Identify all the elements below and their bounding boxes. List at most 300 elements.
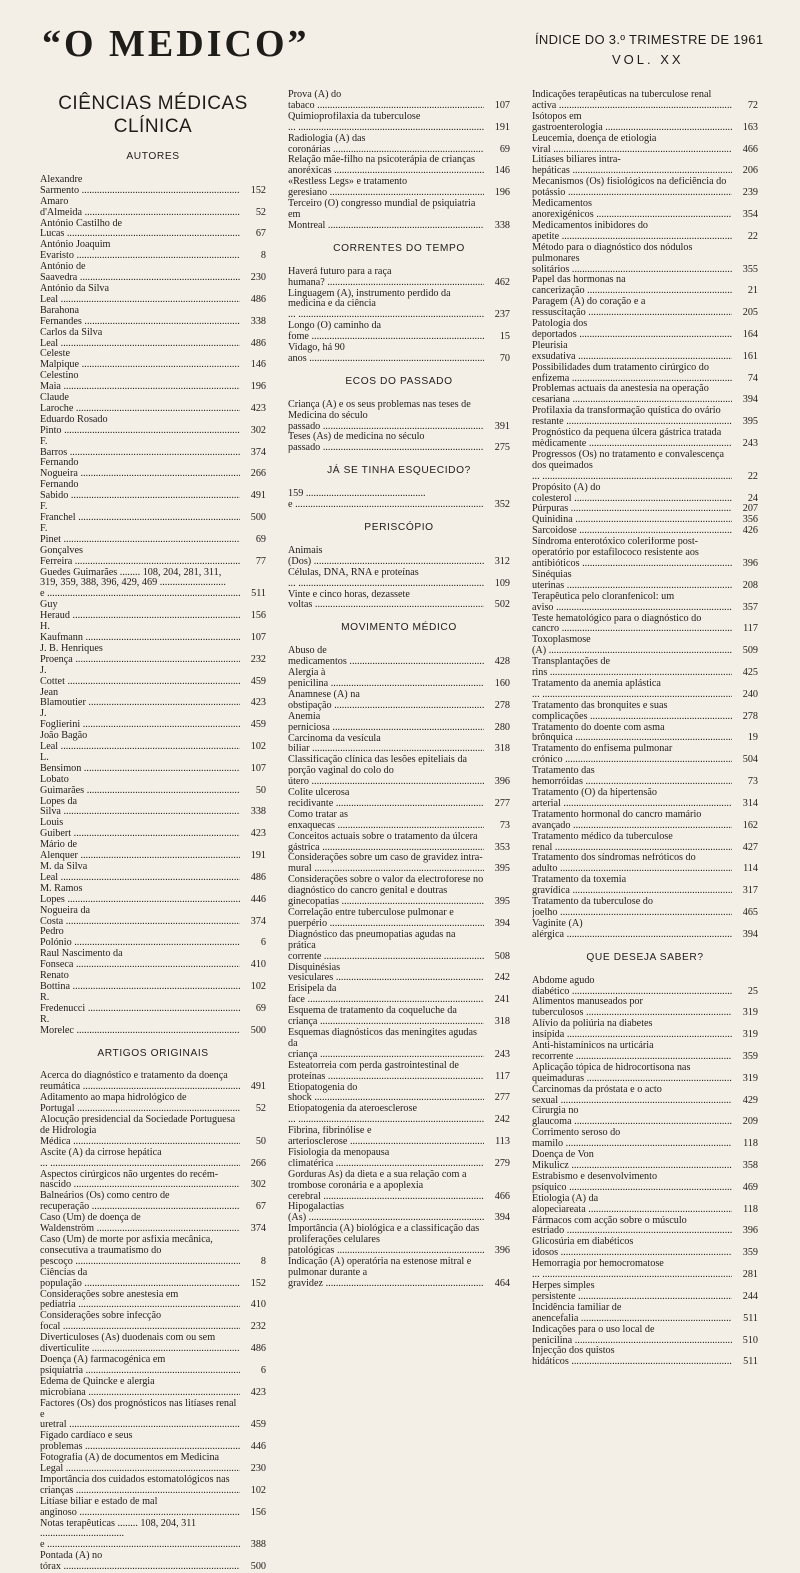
entry-title: Fármacos com acção sobre o músculo estriado ..... xyxy=(532,1216,732,1238)
entry-page: 353 xyxy=(494,841,510,853)
index-entry xyxy=(532,1216,758,1238)
index-entry xyxy=(532,297,758,319)
entry-page: 52 xyxy=(255,206,266,218)
entry-page: 208 xyxy=(742,579,758,591)
index-entry xyxy=(288,568,510,590)
index-entry xyxy=(40,1519,266,1552)
entry-page: 374 xyxy=(250,446,266,458)
index-entry xyxy=(40,1235,266,1268)
entry-title: Etiopatogenia da ateroesclerose ... ..... xyxy=(288,1104,484,1126)
entry-page: 266 xyxy=(250,1157,266,1169)
index-entry xyxy=(532,275,758,297)
index-entry xyxy=(288,1257,510,1290)
entry-title: Tratamento dos síndromas nefróticos do adulto ..... xyxy=(532,853,732,875)
entry-title: Sarcoidose ..... xyxy=(532,526,732,537)
entry-page: 459 xyxy=(250,675,266,687)
entry-page: 374 xyxy=(250,1223,266,1235)
index-entry xyxy=(40,622,266,644)
index-entry xyxy=(288,734,510,756)
entry-title: Quimioprofilaxia da tuberculose ... ..... xyxy=(288,112,484,134)
index-entry xyxy=(532,221,758,243)
index-entry xyxy=(40,1475,266,1497)
entry-title: Renato Bottina ..... xyxy=(40,971,240,993)
list-correntes xyxy=(288,267,510,365)
index-entry xyxy=(40,818,266,840)
entry-page: 423 xyxy=(250,1386,266,1398)
index-entry xyxy=(288,1148,510,1170)
index-entry xyxy=(288,489,510,511)
entry-page: 160 xyxy=(494,677,510,689)
index-entry xyxy=(40,1551,266,1573)
entry-title: Teses (As) de medicina no século passado ..... xyxy=(288,432,484,454)
index-entry xyxy=(40,393,266,415)
index-entry xyxy=(40,644,266,666)
entry-page: 25 xyxy=(747,985,758,997)
entry-title: António da Silva Leal ..... xyxy=(40,284,240,306)
entry-page: 8 xyxy=(260,250,266,262)
entry-title: M. da Silva Leal ..... xyxy=(40,862,240,884)
entry-page: 394 xyxy=(494,917,510,929)
entry-page: 459 xyxy=(250,719,266,731)
entry-page: 118 xyxy=(743,1203,758,1215)
entry-page: 163 xyxy=(742,121,758,133)
entry-title: Fisiologia da menopausa climatérica ..... xyxy=(288,1148,484,1170)
index-entry xyxy=(288,1202,510,1224)
entry-title: Teste hematológico para o diagnóstico do cancro ..... xyxy=(532,614,732,636)
entry-page: 50 xyxy=(255,1135,266,1147)
entry-page: 72 xyxy=(747,99,758,111)
entry-title: Tratamento médico da tuberculose renal ..... xyxy=(532,832,732,854)
entry-title: Gonçalves Ferreira ..... xyxy=(40,546,240,568)
entry-title: Tratamento do enfisema pulmonar crónico ..... xyxy=(532,744,732,766)
entry-page: 338 xyxy=(494,219,510,231)
index-entry xyxy=(532,1085,758,1107)
entry-page: 239 xyxy=(742,187,758,199)
index-entry xyxy=(288,908,510,930)
index-entry xyxy=(532,1150,758,1172)
entry-title: Lobato Guimarães ..... xyxy=(40,775,240,797)
entry-title: Injecção dos quistos hidáticos ..... xyxy=(532,1346,732,1368)
index-entry xyxy=(40,1115,266,1148)
entry-title: Fígado cardíaco e seus problemas ..... xyxy=(40,1431,240,1453)
entry-page: 486 xyxy=(250,1343,266,1355)
index-entry xyxy=(288,267,510,289)
entry-page: 388 xyxy=(250,1539,266,1551)
entry-page: 426 xyxy=(742,525,758,537)
index-entry xyxy=(532,406,758,428)
entry-page: 207 xyxy=(742,503,758,515)
index-entry xyxy=(532,1194,758,1216)
entry-title: Esquema de tratamento da coqueluche da criança ..... xyxy=(288,1006,484,1028)
entry-page: 107 xyxy=(250,631,266,643)
entry-page: 69 xyxy=(255,533,266,545)
list-ecos xyxy=(288,400,510,455)
entry-page: 52 xyxy=(255,1103,266,1115)
heading-correntes: CORRENTES DO TEMPO xyxy=(333,242,465,254)
index-entry xyxy=(40,1377,266,1399)
index-entry xyxy=(532,997,758,1019)
entry-page: 358 xyxy=(742,1160,758,1171)
entry-title: Haverá futuro para a raça humana? ..... xyxy=(288,267,484,289)
entry-title: Estrabismo e desenvolvimento psíquico ..... xyxy=(532,1172,732,1194)
entry-title: Aditamento ao mapa hidrológico de Portugal ..... xyxy=(40,1093,240,1115)
entry-page: 162 xyxy=(742,819,758,831)
column-2 xyxy=(288,90,510,1290)
index-entry xyxy=(532,537,758,570)
entry-title: Aplicação tópica de hidrocortisona nas queimaduras ..... xyxy=(532,1063,732,1085)
entry-page: 396 xyxy=(494,1245,510,1257)
index-entry xyxy=(288,875,510,908)
entry-page: 196 xyxy=(494,187,510,199)
entry-page: 359 xyxy=(742,1247,758,1259)
entry-title: Celestino Maia ..... xyxy=(40,371,240,393)
index-entry xyxy=(532,1041,758,1063)
index-entry xyxy=(532,112,758,134)
index-entry xyxy=(288,668,510,690)
entry-page: 394 xyxy=(742,394,758,406)
entry-title: Patologia dos deportados ..... xyxy=(532,319,732,341)
index-entry xyxy=(288,177,510,199)
entry-title: Anemia perniciosa ..... xyxy=(288,712,484,734)
index-entry xyxy=(532,134,758,156)
entry-title: Louis Guibert ..... xyxy=(40,818,240,840)
index-entry xyxy=(532,384,758,406)
index-entry xyxy=(40,371,266,393)
entry-page: 232 xyxy=(250,1321,266,1333)
entry-page: 314 xyxy=(742,797,758,809)
entry-title: M. Ramos Lopes ..... xyxy=(40,884,240,906)
entry-title: Cirurgia no glaucoma ..... xyxy=(532,1106,732,1128)
entry-page: 243 xyxy=(494,1048,510,1060)
index-entry xyxy=(532,515,758,526)
entry-page: 240 xyxy=(742,688,758,700)
entry-title: Esteatorreia com perda gastrointestinal de proteínas ..... xyxy=(288,1061,484,1083)
entry-title: Caso (Um) de morte por asfixia mecânica, consecutiva a traumatismo do pescoço ..... xyxy=(40,1235,240,1268)
entry-page: 338 xyxy=(250,806,266,818)
entry-title: Papel das hormonas na cancerização ..... xyxy=(532,275,732,297)
index-entry xyxy=(532,788,758,810)
entry-title: Erisipela da face ..... xyxy=(288,984,484,1006)
list-artigos xyxy=(40,1071,266,1573)
index-entry xyxy=(40,1213,266,1235)
entry-title: Púrpuras ..... xyxy=(532,504,732,515)
index-entry xyxy=(532,679,758,701)
index-entry xyxy=(40,458,266,480)
entry-page: 427 xyxy=(742,841,758,853)
entry-page: 464 xyxy=(494,1277,510,1289)
entry-page: 19 xyxy=(747,732,758,744)
entry-page: 423 xyxy=(250,402,266,414)
entry-title: Carcinoma da vesícula biliar ..... xyxy=(288,734,484,756)
heading-ecos: ECOS DO PASSADO xyxy=(345,375,453,387)
entry-page: 317 xyxy=(742,885,758,897)
masthead: “O MEDICO” xyxy=(42,23,310,65)
entry-page: 511 xyxy=(251,588,266,600)
entry-title: Claude Laroche ..... xyxy=(40,393,240,415)
index-entry xyxy=(40,197,266,219)
entry-page: 191 xyxy=(250,850,266,862)
entry-page: 318 xyxy=(494,743,510,755)
index-entry xyxy=(532,177,758,199)
entry-page: 446 xyxy=(250,1441,266,1453)
entry-page: 429 xyxy=(742,1094,758,1106)
entry-title: F. Pinet ..... xyxy=(40,524,240,546)
entry-title: Terapêutica pelo cloranfenicol: um aviso ..... xyxy=(532,592,732,614)
entry-page: 410 xyxy=(250,959,266,971)
entry-title: Caso (Um) de doença de Waldenström ..... xyxy=(40,1213,240,1235)
entry-page: 152 xyxy=(250,184,266,196)
index-entry xyxy=(532,199,758,221)
entry-title: Etiopatogenia do shock ..... xyxy=(288,1083,484,1105)
entry-title: Anamnese (A) na obstipação ..... xyxy=(288,690,484,712)
entry-title: Criança (A) e os seus problemas nas teses de Medicina do século passado ..... xyxy=(288,400,484,433)
index-entry xyxy=(40,949,266,971)
entry-title: Lopes da Silva ..... xyxy=(40,797,240,819)
index-entry xyxy=(532,1259,758,1281)
entry-page: 6 xyxy=(260,937,266,949)
index-entry xyxy=(532,976,758,998)
entry-page: 281 xyxy=(742,1269,758,1281)
entry-title: Guy Heraud ..... xyxy=(40,600,240,622)
entry-page: 15 xyxy=(499,331,510,343)
entry-page: 22 xyxy=(747,230,758,242)
entry-title: Aspectos cirúrgicos não urgentes do recém-nascido ..... xyxy=(40,1170,240,1192)
index-entry xyxy=(40,753,266,775)
entry-title: Propósito (A) do colesterol ..... xyxy=(532,483,732,505)
index-entry xyxy=(40,415,266,437)
entry-page: 230 xyxy=(250,272,266,284)
entry-page: 117 xyxy=(743,623,758,635)
index-entry xyxy=(532,1281,758,1303)
index-entry xyxy=(288,930,510,963)
entry-title: Isótopos em gastroenterologia ..... xyxy=(532,112,732,134)
index-entry xyxy=(288,690,510,712)
entry-page: 504 xyxy=(742,754,758,766)
index-entry xyxy=(288,199,510,232)
index-entry xyxy=(40,175,266,197)
entry-title: Fernando Nogueira ..... xyxy=(40,458,240,480)
index-entry xyxy=(532,810,758,832)
entry-page: 242 xyxy=(494,1114,510,1126)
entry-title: Edema de Quincke e alergia microbiana ..... xyxy=(40,1377,240,1399)
index-entry xyxy=(40,524,266,546)
index-entry xyxy=(40,349,266,371)
entry-page: 114 xyxy=(743,863,758,875)
list-movimento xyxy=(288,646,510,1289)
index-entry xyxy=(532,1325,758,1347)
index-entry xyxy=(40,546,266,568)
index-entry xyxy=(532,766,758,788)
index-entry xyxy=(40,219,266,241)
entry-page: 486 xyxy=(250,293,266,305)
index-entry xyxy=(288,1104,510,1126)
index-entry xyxy=(40,709,266,731)
column-1 xyxy=(40,90,266,1573)
entry-title: Vaginite (A) alérgica ..... xyxy=(532,919,732,941)
entry-title: Células, DNA, RNA e proteínas ... ..... xyxy=(288,568,484,590)
entry-page: 206 xyxy=(742,165,758,177)
entry-title: Litíase biliar e estado de mal anginoso ..... xyxy=(40,1497,240,1519)
entry-page: 275 xyxy=(494,442,510,454)
entry-page: 354 xyxy=(742,208,758,220)
index-entry xyxy=(288,853,510,875)
entry-title: L. Bensimon ..... xyxy=(40,753,240,775)
index-entry xyxy=(40,1311,266,1333)
entry-title: Alexandre Sarmento ..... xyxy=(40,175,240,197)
entry-page: 241 xyxy=(494,994,510,1006)
entry-title: Jean Blamoutier ..... xyxy=(40,688,240,710)
index-entry xyxy=(40,1170,266,1192)
index-entry xyxy=(532,483,758,505)
index-entry xyxy=(40,1290,266,1312)
index-entry xyxy=(288,155,510,177)
entry-page: 102 xyxy=(250,1484,266,1496)
entry-title: Tratamento do doente com asma brônquica ..... xyxy=(532,723,732,745)
entry-title: Medicamentos inibidores do apetite ..... xyxy=(532,221,732,243)
entry-page: 74 xyxy=(747,372,758,384)
index-entry xyxy=(40,262,266,284)
heading-esquecido: JÁ SE TINHA ESQUECIDO? xyxy=(327,465,471,477)
index-entry xyxy=(288,788,510,810)
index-entry xyxy=(288,1224,510,1257)
index-entry xyxy=(532,570,758,592)
entry-page: 24 xyxy=(747,492,758,504)
index-entry xyxy=(40,1015,266,1037)
index-entry xyxy=(532,744,758,766)
heading-artigos: ARTIGOS ORIGINAIS xyxy=(97,1047,209,1059)
entry-page: 102 xyxy=(250,741,266,753)
entry-page: 391 xyxy=(494,420,510,432)
entry-title: Gorduras As) da dieta e a sua relação com a trombose coronária e a apoplexia cerebral ..... xyxy=(288,1170,484,1203)
index-entry xyxy=(288,1061,510,1083)
entry-page: 280 xyxy=(494,721,510,733)
index-entry xyxy=(288,432,510,454)
entry-page: 423 xyxy=(250,697,266,709)
index-entry xyxy=(40,927,266,949)
entry-title: Linguagem (A), instrumento perdido da medicina e da ciência ... ..... xyxy=(288,289,484,322)
entry-title: H. Kaufmann ..... xyxy=(40,622,240,644)
entry-title: Diagnóstico das pneumopatias agudas na prática corrente ..... xyxy=(288,930,484,963)
index-entry xyxy=(532,450,758,483)
entry-page: 510 xyxy=(742,1334,758,1346)
entry-page: 500 xyxy=(250,1024,266,1036)
entry-title: Tratamento da toxemia gravídica ..... xyxy=(532,875,732,897)
entry-page: 425 xyxy=(742,667,758,679)
entry-title: Carlos da Silva Leal ..... xyxy=(40,328,240,350)
entry-title: Pleurisia exsudativa ..... xyxy=(532,341,732,363)
entry-page: 428 xyxy=(494,656,510,668)
entry-page: 500 xyxy=(250,512,266,523)
entry-title: Quinidina ..... xyxy=(532,515,732,526)
entry-page: 355 xyxy=(742,263,758,275)
entry-title: J. Cottet ..... xyxy=(40,666,240,688)
index-entry xyxy=(40,1399,266,1432)
entry-title: Conceitos actuais sobre o tratamento da úlcera gástrica ..... xyxy=(288,832,484,854)
entry-page: 466 xyxy=(742,143,758,155)
index-entry xyxy=(40,437,266,459)
index-entry xyxy=(532,897,758,919)
entry-page: 146 xyxy=(250,359,266,371)
entry-title: Corrimento seroso do mamilo ..... xyxy=(532,1128,732,1150)
list-esquecido xyxy=(288,489,510,511)
index-entry xyxy=(288,963,510,985)
entry-title: Tratamento da tuberculose do joelho ..... xyxy=(532,897,732,919)
entry-title: Radiologia (A) das coronárias ..... xyxy=(288,134,484,156)
entry-page: 196 xyxy=(250,381,266,393)
entry-title: João Bagão Leal ..... xyxy=(40,731,240,753)
entry-title: J. B. Henriques Proença ..... xyxy=(40,644,240,666)
entry-page: 232 xyxy=(250,653,266,665)
entry-page: 465 xyxy=(742,906,758,918)
entry-title: Prognóstico da pequena úlcera gástrica tratada mèdicamente ..... xyxy=(532,428,732,450)
index-entry xyxy=(40,1497,266,1519)
entry-title: Longo (O) caminho da fome ..... xyxy=(288,321,484,343)
entry-title: Possibilidades dum tratamento cirúrgico do enfizema ..... xyxy=(532,363,732,385)
entry-page: 209 xyxy=(742,1116,758,1128)
index-entry xyxy=(532,832,758,854)
index-entry xyxy=(532,526,758,537)
entry-page: 318 xyxy=(494,1016,510,1028)
entry-page: 50 xyxy=(255,784,266,796)
index-entry xyxy=(40,1453,266,1475)
index-entry xyxy=(40,731,266,753)
index-entry xyxy=(40,240,266,262)
index-entry xyxy=(288,1006,510,1028)
entry-page: 502 xyxy=(494,599,510,611)
heading-periscopio: PERISCÓPIO xyxy=(364,522,434,533)
entry-title: Herpes simples persistente ..... xyxy=(532,1281,732,1303)
entry-title: António de Saavedra ..... xyxy=(40,262,240,284)
entry-title: Vidago, há 90 anos ..... xyxy=(288,343,484,365)
entry-title: Síndroma enterotóxico coleriforme post-operatório por estafilococo resistente aos antibióticos ..... xyxy=(532,537,732,570)
index-entry xyxy=(40,1071,266,1093)
entry-page: 352 xyxy=(494,499,510,511)
entry-page: 21 xyxy=(747,285,758,297)
entry-page: 107 xyxy=(250,762,266,774)
entry-title: Toxoplasmose (A) ..... xyxy=(532,635,732,657)
index-entry xyxy=(40,1148,266,1170)
entry-title: Considerações sobre um caso de gravidez intra-mural ..... xyxy=(288,853,484,875)
entry-title: Medicamentos anorexigénicos ..... xyxy=(532,199,732,221)
index-entry xyxy=(532,1237,758,1259)
entry-page: 302 xyxy=(250,1179,266,1191)
index-entry xyxy=(532,341,758,363)
entry-title: Esquemas diagnósticos das meningites agudas da criança ..... xyxy=(288,1028,484,1061)
entry-page: 277 xyxy=(494,1092,510,1104)
entry-title: Indicação (A) operatória na estenose mitral e pulmonar durante a gravidez ..... xyxy=(288,1257,484,1290)
entry-page: 446 xyxy=(250,893,266,905)
entry-title: Tratamento da anemia aplástica ... ..... xyxy=(532,679,732,701)
entry-page: 396 xyxy=(494,776,510,788)
entry-page: 466 xyxy=(494,1190,510,1202)
entry-title: Sinéquias uterinas ..... xyxy=(532,570,732,592)
entry-page: 459 xyxy=(250,1419,266,1431)
heading-saber: QUE DESEJA SABER? xyxy=(586,951,704,963)
index-entry xyxy=(288,112,510,134)
entry-title: Incidência familiar de anencefalia ..... xyxy=(532,1303,732,1325)
entry-title: Pontada (A) no tórax ..... xyxy=(40,1551,240,1573)
entry-page: 113 xyxy=(495,1136,510,1148)
heading-autores: AUTORES xyxy=(126,151,180,162)
entry-title: Animais (Dos) ..... xyxy=(288,546,484,568)
entry-page: 191 xyxy=(494,121,510,133)
entry-page: 244 xyxy=(742,1290,758,1302)
entry-title: Método para o diagnóstico dos nódulos pulmonares solitários ..... xyxy=(532,243,732,276)
index-entry xyxy=(532,90,758,112)
entry-title: Factores (Os) dos prognósticos nas litíases renal e uretral ..... xyxy=(40,1399,240,1432)
entry-title: Profilaxia da transformação quística do ovário restante ..... xyxy=(532,406,732,428)
index-entry xyxy=(288,1170,510,1203)
